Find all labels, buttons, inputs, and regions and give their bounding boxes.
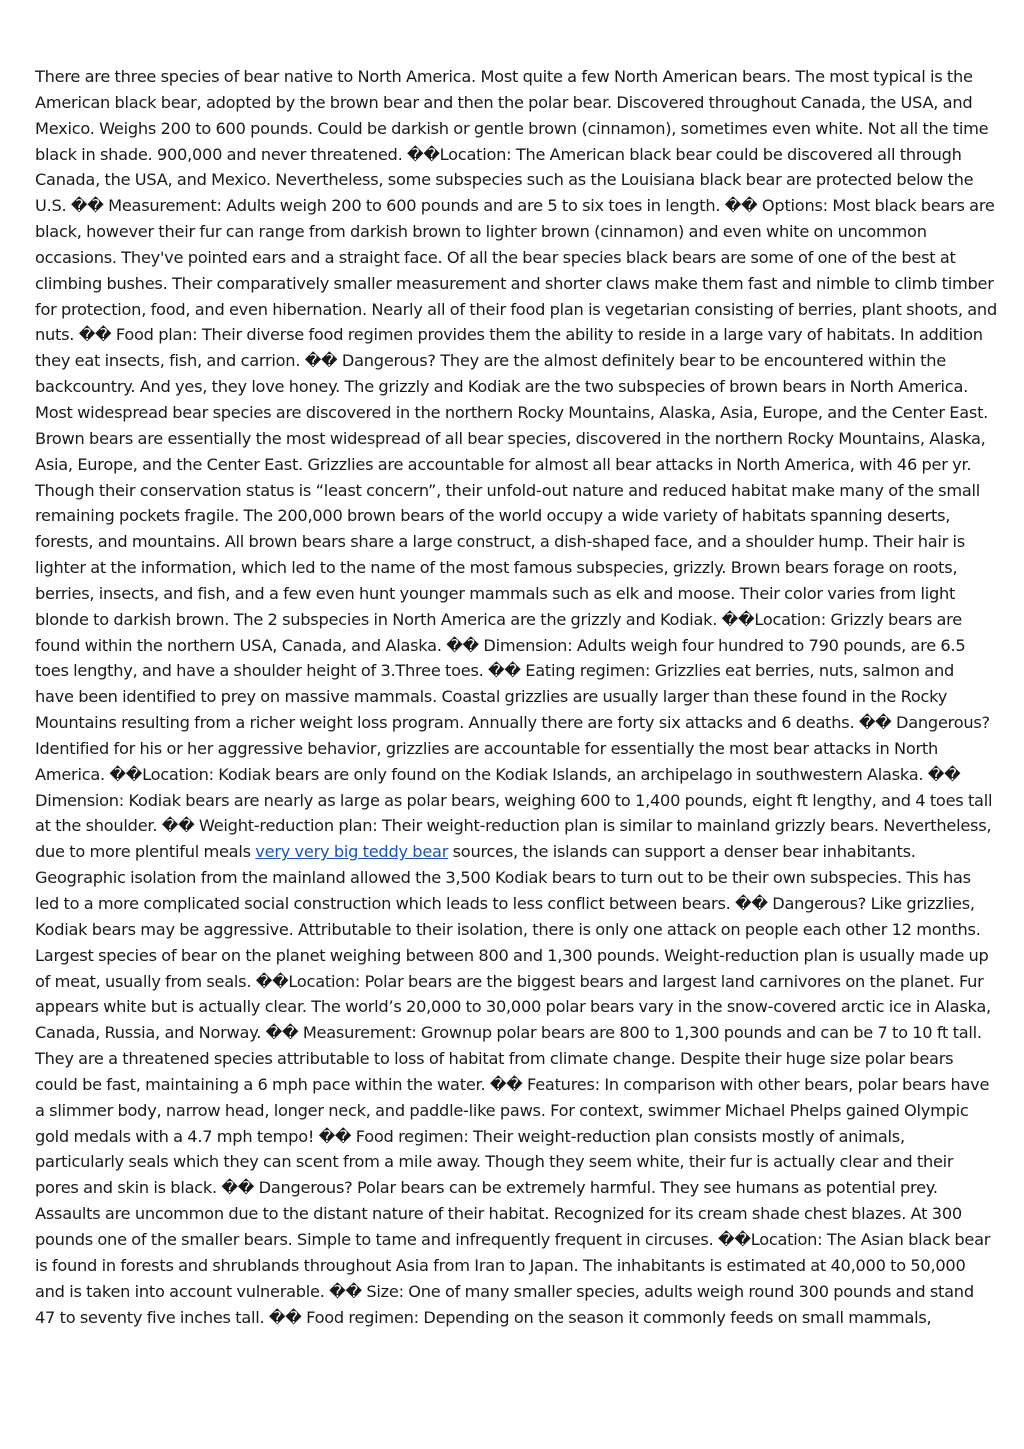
article-body bbox=[35, 64, 997, 1330]
teddy-bear-link[interactable]: very very big teddy bear bbox=[255, 842, 449, 862]
article-text-before-link: There are three species of bear native to North America. Most quite a few North American bears. The most typical is the American black bear, adopted by the brown bear and then the polar bear. Discovered throughout Canada, the USA, and Mexico. Weighs 200 to 600 pounds. Could be darkish or gentle brown (cinnamon), sometimes even white. Not all the time black in shade. 900,000 and never threatened. ��Location: The American black bear could be discovered all through Canada, the USA, and Mexico. Nevertheless, some subspecies such as the Louisiana black bear are protected below the U.S. �� Measurement: Adults weigh 200 to 600 pounds and are 5 to six toes in length. �� Options: Most black bears are black, however their fur can range from darkish brown to lighter brown (cinnamon) and even white on uncommon occasions. They've pointed ears and a straight face. Of all the bear species black bears are some of one of the best at climbing bushes. Their comparatively smaller measurement and shorter claws make them fast and nimble to climb timber for protection, food, and even hibernation. Nearly all of their food plan is vegetarian consisting of berries, plant shoots, and nuts. �� Food plan: Their diverse food regimen provides them the ability to reside in a large vary of habitats. In addition they eat insects, fish, and carrion. �� Dangerous? They are the almost definitely bear to be encountered within the backcountry. And yes, they love honey. The grizzly and Kodiak are the two subspecies of brown bears in North America. Most widespread bear species are discovered in the northern Rocky Mountains, Alaska, Asia, Europe, and the Center East. Brown bears are essentially the most widespread of all bear species, discovered in the northern Rocky Mountains, Alaska, Asia, Europe, and the Center East. Grizzlies are accountable for almost all bear attacks in North America, with 46 per yr. Though their conservation status is “least concern”, their unfold-out nature and reduced habitat make many of the small remaining pockets fragile. The 200,000 brown bears of the world occupy a wide variety of habitats spanning deserts, forests, and mountains. All brown bears share a large construct, a dish-shaped face, and a shoulder hump. Their hair is lighter at the information, which led to the name of the most famous subspecies, grizzly. Brown bears forage on roots, berries, insects, and fish, and a few even hunt younger mammals such as elk and moose. Their color varies from light blonde to darkish brown. The 2 subspecies in North America are the grizzly and Kodiak. ��Location: Grizzly bears are found within the northern USA, Canada, and Alaska. �� Dimension: Adults weigh four hundred to 790 pounds, are 6.5 toes lengthy, and have a shoulder height of 3.Three toes. �� Eating regimen: Grizzlies eat berries, nuts, salmon and have been identified to prey on massive mammals. Coastal grizzlies are usually larger than these found in the Rocky Mountains resulting from a richer weight loss program. Annually there are forty six attacks and 6 deaths. �� Dangerous? Identified for his or her aggressive behavior, grizzlies are accountable for essentially the most bear attacks in North America. ��Location: Kodiak bears are only found on the Kodiak Islands, an archipelago in southwestern Alaska. �� Dimension: Kodiak bears are nearly as large as polar bears, weighing 600 to 1,400 pounds, eight ft lengthy, and 4 toes tall at the shoulder. �� Weight-reduction plan: Their weight-reduction plan is similar to mainland grizzly bears. Nevertheless, due to more plentiful meals bbox=[35, 67, 997, 862]
article-text-after-link: sources, the islands can support a denser bear inhabitants. Geographic isolation from the mainland allowed the 3,500 Kodiak bears to turn out to be their own subspecies. This has led to a more complicated social construction which leads to less conflict between bears. �� Dangerous? Like grizzlies, Kodiak bears may be aggressive. Attributable to their isolation, there is only one attack on people each other 12 months. Largest species of bear on the planet weighing between 800 and 1,300 pounds. Weight-reduction plan is usually made up of meat, usually from seals. ��Location: Polar bears are the biggest bears and largest land carnivores on the planet. Fur appears white but is actually clear. The world’s 20,000 to 30,000 polar bears vary in the snow-covered arctic ice in Alaska, Canada, Russia, and Norway. �� Measurement: Grownup polar bears are 800 to 1,300 pounds and can be 7 to 10 ft tall. They are a threatened species attributable to loss of habitat from climate change. Despite their huge size polar bears could be fast, maintaining a 6 mph pace within the water. �� Features: In comparison with other bears, polar bears have a slimmer body, narrow head, longer neck, and paddle-like paws. For context, swimmer Michael Phelps gained Olympic gold medals with a 4.7 mph tempo! �� Food regimen: Their weight-reduction plan consists mostly of animals, particularly seals which they can scent from a mile away. Though they seem white, their fur is actually clear and their pores and skin is black. �� Dangerous? Polar bears can be extremely harmful. They see humans as potential prey. Assaults are uncommon due to the distant nature of their habitat. Recognized for its cream shade chest blazes. At 300 pounds one of the smaller bears. Simple to tame and infrequently frequent in circuses. ��Location: The Asian black bear is found in forests and shrublands throughout Asia from Iran to Japan. The inhabitants is estimated at 40,000 to 50,000 and is taken into account vulnerable. �� Size: One of many smaller species, adults weigh round 300 pounds and stand 47 to seventy five inches tall. �� Food regimen: Depending on the season it commonly feeds on small mammals, bbox=[35, 842, 991, 1327]
article-paragraph bbox=[35, 64, 997, 1330]
